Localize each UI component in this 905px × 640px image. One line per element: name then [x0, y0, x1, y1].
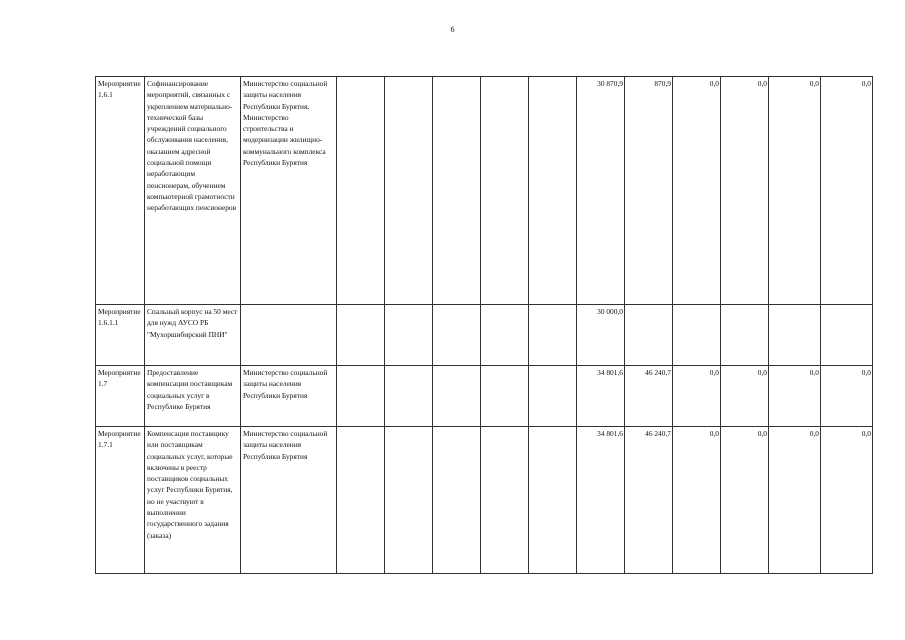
row-executor: Министерство социальной защиты населения Республики Бурятия: [241, 427, 337, 574]
value-cell: 46 240,7: [625, 366, 673, 427]
budget-table: [95, 76, 873, 574]
value-cell: 0,0: [721, 77, 769, 305]
empty-cell: [385, 305, 433, 366]
empty-cell: [385, 427, 433, 574]
empty-cell: [433, 366, 481, 427]
value-cell: 0,0: [673, 427, 721, 574]
row-name: Софинансирование мероприятий, связанных с укреплением материально-технической базы учреждений социального обслуживания населения, оказанием адресной социальной помощи неработающим пенсионерам, обучением компьютерной грамотности неработающих пенсионеров: [145, 77, 241, 305]
empty-cell: [337, 77, 385, 305]
row-id: Мероприятие 1.7: [96, 366, 145, 427]
empty-cell: [385, 77, 433, 305]
empty-cell: [337, 427, 385, 574]
value-cell: [821, 305, 873, 366]
empty-cell: [529, 77, 577, 305]
value-cell: 30 000,0: [577, 305, 625, 366]
row-id: Мероприятие 1.7.1: [96, 427, 145, 574]
value-cell: 0,0: [769, 366, 821, 427]
empty-cell: [481, 427, 529, 574]
value-cell: 0,0: [769, 427, 821, 574]
table-row: [96, 427, 873, 574]
row-name: Предоставление компенсации поставщикам социальных услуг в Республике Бурятия: [145, 366, 241, 427]
table-row: [96, 366, 873, 427]
table-row: [96, 305, 873, 366]
row-id: Мероприятие 1.6.1: [96, 77, 145, 305]
row-executor: [241, 305, 337, 366]
value-cell: 30 870,9: [577, 77, 625, 305]
table-row: [96, 77, 873, 305]
empty-cell: [433, 427, 481, 574]
value-cell: 0,0: [721, 427, 769, 574]
value-cell: 0,0: [673, 77, 721, 305]
value-cell: 0,0: [821, 366, 873, 427]
value-cell: [721, 305, 769, 366]
row-executor: Министерство социальной защиты населения Республики Бурятия: [241, 366, 337, 427]
empty-cell: [481, 366, 529, 427]
value-cell: [625, 305, 673, 366]
empty-cell: [337, 366, 385, 427]
empty-cell: [529, 305, 577, 366]
value-cell: 0,0: [821, 77, 873, 305]
row-name: Спальный корпус на 50 мест для нужд АУСО РБ "Мухоршибирский ПНИ": [145, 305, 241, 366]
empty-cell: [481, 305, 529, 366]
value-cell: 0,0: [673, 366, 721, 427]
value-cell: 34 801,6: [577, 366, 625, 427]
empty-cell: [433, 77, 481, 305]
empty-cell: [385, 366, 433, 427]
row-name: Компенсация поставщику или поставщикам социальных услуг, которые включены в реестр поставщиков социальных услуг Республики Бурятия, но не участвуют в выполнении государственного задания (заказа): [145, 427, 241, 574]
value-cell: 0,0: [721, 366, 769, 427]
page-number: 6: [450, 25, 455, 34]
empty-cell: [529, 427, 577, 574]
value-cell: 46 240,7: [625, 427, 673, 574]
value-cell: 870,9: [625, 77, 673, 305]
value-cell: 34 801,6: [577, 427, 625, 574]
value-cell: [769, 305, 821, 366]
value-cell: 0,0: [769, 77, 821, 305]
value-cell: 0,0: [821, 427, 873, 574]
empty-cell: [433, 305, 481, 366]
empty-cell: [481, 77, 529, 305]
value-cell: [673, 305, 721, 366]
empty-cell: [337, 305, 385, 366]
empty-cell: [529, 366, 577, 427]
row-id: Мероприятие 1.6.1.1: [96, 305, 145, 366]
row-executor: Министерство социальной защиты населения Республики Бурятия, Министерство строительства и модернизации жилищно-коммунального комплекса Республики Бурятия: [241, 77, 337, 305]
